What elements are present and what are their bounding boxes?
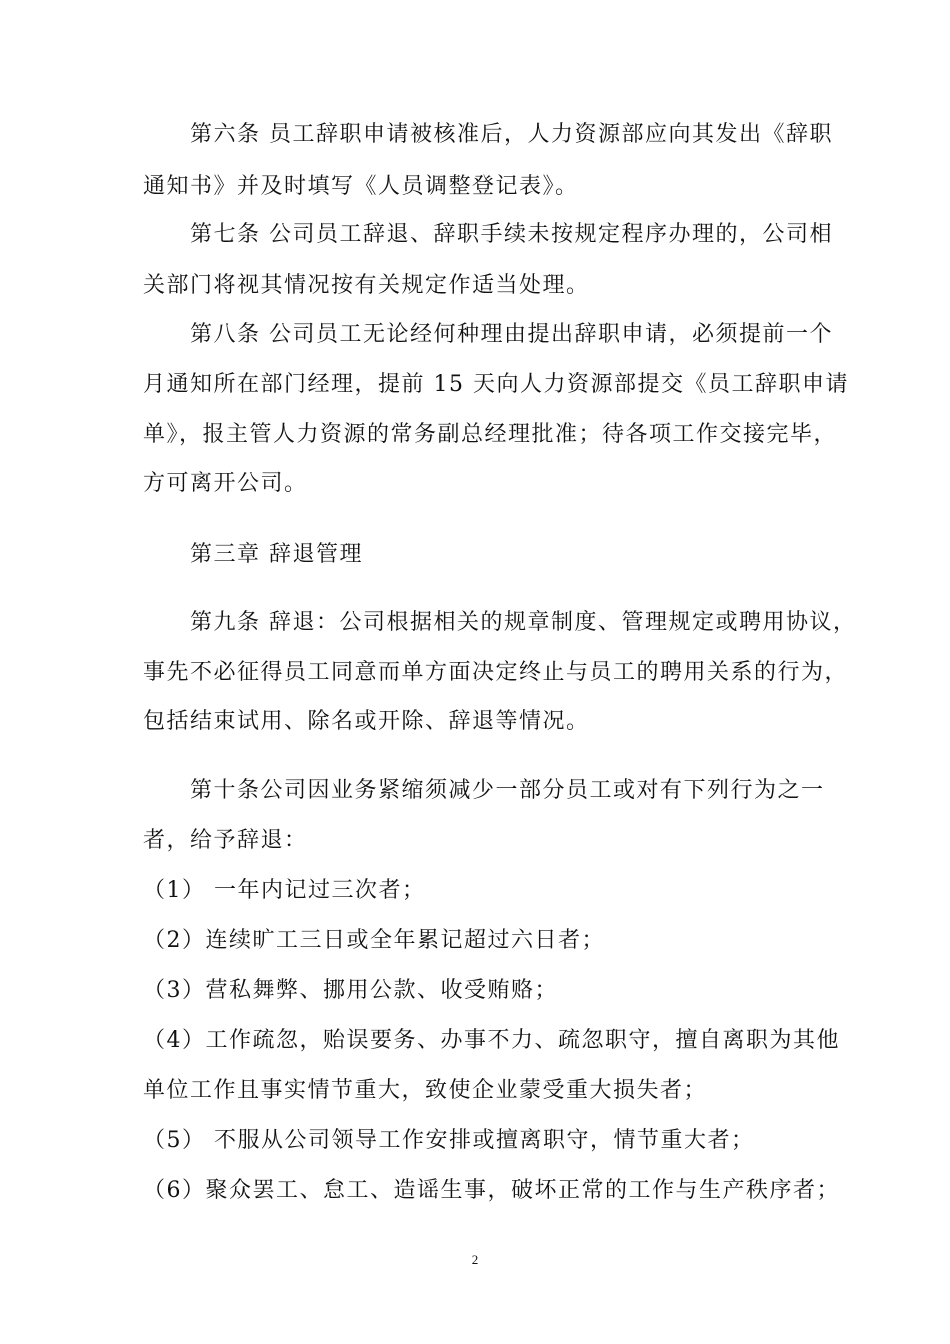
list-item-2: （2）连续旷工三日或全年累记超过六日者； bbox=[143, 928, 605, 953]
chapter-3-heading: 第三章 辞退管理 bbox=[190, 542, 363, 567]
article-10-line-2: 者，给予辞退： bbox=[143, 828, 308, 853]
list-item-6: （6）聚众罢工、怠工、造谣生事，破坏正常的工作与生产秩序者； bbox=[143, 1178, 840, 1203]
article-8-line-1: 第八条 公司员工无论经何种理由提出辞职申请，必须提前一个 bbox=[190, 322, 833, 347]
article-8-line-2: 月通知所在部门经理，提前 15 天向人力资源部提交《员工辞职申请 bbox=[143, 372, 849, 397]
article-7-line-1: 第七条 公司员工辞退、辞职手续未按规定程序办理的，公司相 bbox=[190, 222, 833, 247]
article-9-line-3: 包括结束试用、除名或开除、辞退等情况。 bbox=[143, 709, 590, 734]
list-item-4-line-1: （4）工作疏忽，贻误要务、办事不力、疏忽职守，擅自离职为其他 bbox=[143, 1028, 840, 1053]
article-10-line-1: 第十条公司因业务紧缩须减少一部分员工或对有下列行为之一 bbox=[190, 778, 825, 803]
article-8-line-3: 单》，报主管人力资源的常务副总经理批准；待各项工作交接完毕， bbox=[143, 422, 838, 447]
article-6-line-2: 通知书》并及时填写《人员调整登记表》。 bbox=[143, 174, 579, 199]
list-item-4-line-2: 单位工作且事实情节重大，致使企业蒙受重大损失者； bbox=[143, 1078, 708, 1103]
list-item-3: （3）营私舞弊、挪用公款、收受贿赂； bbox=[143, 978, 558, 1003]
article-8-line-4: 方可离开公司。 bbox=[143, 471, 308, 496]
page-number: 2 bbox=[471, 1252, 479, 1267]
article-9-line-1: 第九条 辞退：公司根据相关的规章制度、管理规定或聘用协议， bbox=[190, 610, 857, 635]
article-6-line-1: 第六条 员工辞职申请被核准后，人力资源部应向其发出《辞职 bbox=[190, 122, 833, 147]
list-item-5: （5） 不服从公司领导工作安排或擅离职守，情节重大者； bbox=[143, 1128, 755, 1153]
list-item-1: （1） 一年内记过三次者； bbox=[143, 878, 426, 903]
article-9-line-2: 事先不必征得员工同意而单方面决定终止与员工的聘用关系的行为， bbox=[143, 660, 849, 685]
article-7-line-2: 关部门将视其情况按有关规定作适当处理。 bbox=[143, 273, 590, 298]
